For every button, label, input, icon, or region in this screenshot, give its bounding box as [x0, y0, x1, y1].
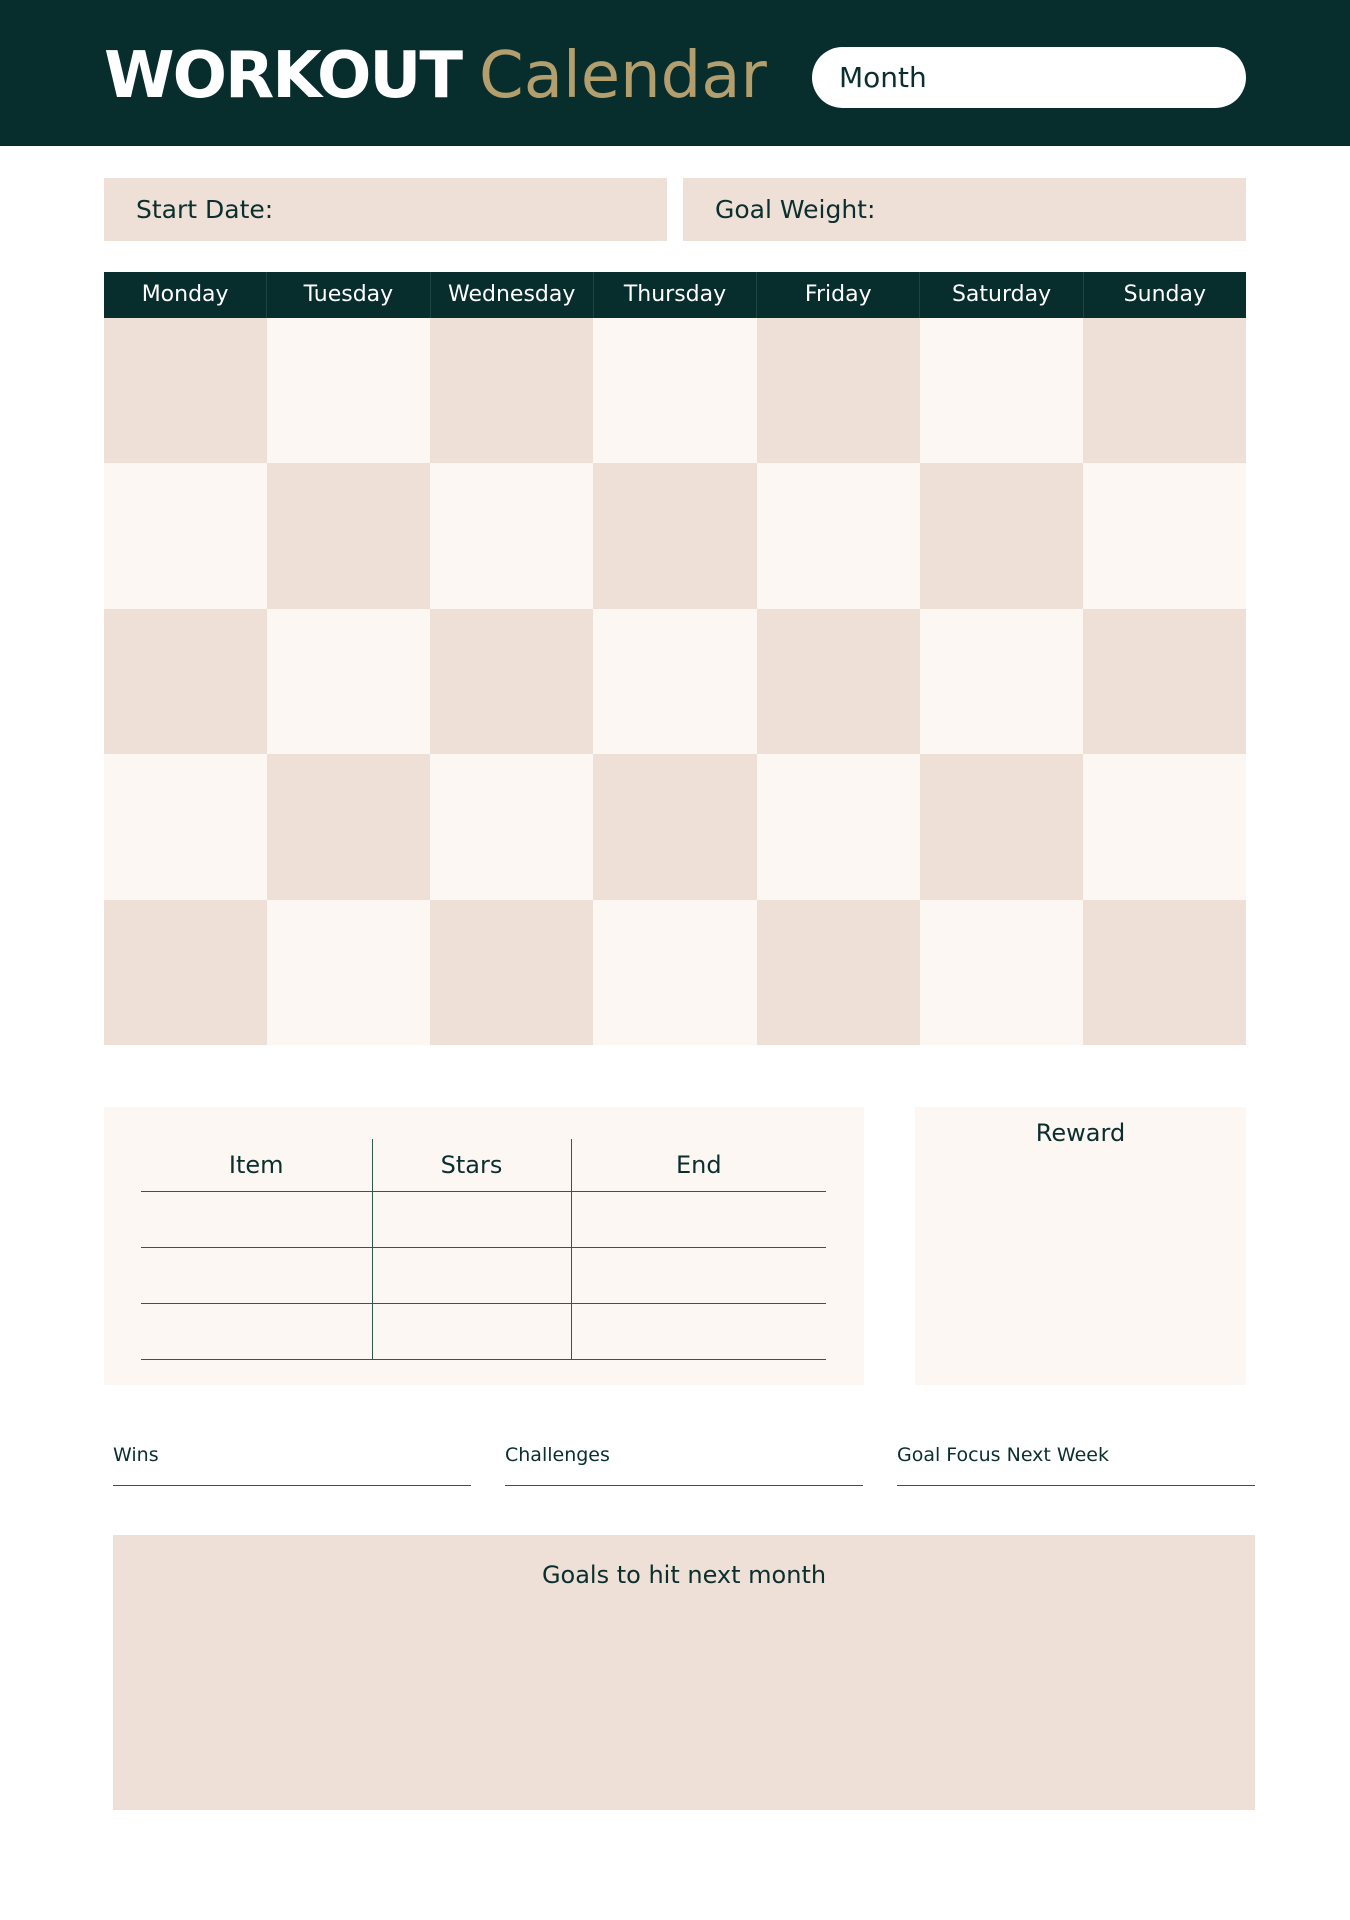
wins-field[interactable]: Wins: [113, 1440, 471, 1486]
table-row: [141, 1191, 826, 1247]
day-cell[interactable]: [267, 463, 430, 608]
cell[interactable]: [372, 1247, 571, 1303]
day-cell[interactable]: [430, 463, 593, 608]
goal-focus-field[interactable]: Goal Focus Next Week: [897, 1440, 1255, 1486]
calendar-grid: [104, 318, 1246, 1045]
day-cell[interactable]: [920, 754, 1083, 899]
day-cell[interactable]: [104, 900, 267, 1045]
cell[interactable]: [372, 1303, 571, 1359]
table-row: [141, 1247, 826, 1303]
day-cell[interactable]: [757, 463, 920, 608]
tracker-table: [141, 1139, 826, 1360]
day-cell[interactable]: [104, 609, 267, 754]
day-cell[interactable]: [920, 609, 1083, 754]
weekday-header: [104, 272, 1246, 318]
start-date-field[interactable]: Start Date:: [104, 178, 667, 241]
day-cell[interactable]: [430, 754, 593, 899]
month-input[interactable]: Month: [812, 47, 1246, 108]
day-cell[interactable]: [430, 609, 593, 754]
day-thursday: Thursday: [593, 272, 756, 318]
challenges-field[interactable]: Challenges: [505, 1440, 863, 1486]
day-saturday: Saturday: [919, 272, 1082, 318]
day-cell[interactable]: [1083, 609, 1246, 754]
day-cell[interactable]: [267, 318, 430, 463]
day-cell[interactable]: [1083, 754, 1246, 899]
title-light: Calendar: [479, 39, 767, 113]
day-cell[interactable]: [593, 609, 756, 754]
day-sunday: Sunday: [1083, 272, 1246, 318]
page-title: [104, 36, 767, 116]
title-bold: WORKOUT: [104, 39, 462, 113]
cell[interactable]: [141, 1191, 372, 1247]
day-cell[interactable]: [104, 318, 267, 463]
day-cell[interactable]: [267, 754, 430, 899]
day-cell[interactable]: [593, 318, 756, 463]
table-row: [141, 1303, 826, 1359]
day-cell[interactable]: [1083, 318, 1246, 463]
cell[interactable]: [571, 1247, 826, 1303]
cell[interactable]: [571, 1191, 826, 1247]
day-cell[interactable]: [1083, 463, 1246, 608]
reward-box[interactable]: Reward: [915, 1107, 1246, 1385]
day-cell[interactable]: [920, 463, 1083, 608]
col-stars: Stars: [372, 1139, 571, 1191]
tracker-box: [104, 1107, 864, 1385]
day-cell[interactable]: [757, 609, 920, 754]
day-cell[interactable]: [593, 900, 756, 1045]
cell[interactable]: [571, 1303, 826, 1359]
day-cell[interactable]: [593, 463, 756, 608]
day-cell[interactable]: [430, 900, 593, 1045]
col-end: End: [571, 1139, 826, 1191]
day-cell[interactable]: [757, 318, 920, 463]
cell[interactable]: [141, 1247, 372, 1303]
day-cell[interactable]: [267, 900, 430, 1045]
day-cell[interactable]: [104, 463, 267, 608]
day-friday: Friday: [756, 272, 919, 318]
day-cell[interactable]: [920, 900, 1083, 1045]
day-cell[interactable]: [1083, 900, 1246, 1045]
day-cell[interactable]: [757, 900, 920, 1045]
cell[interactable]: [372, 1191, 571, 1247]
day-cell[interactable]: [757, 754, 920, 899]
goals-next-month-box[interactable]: Goals to hit next month: [113, 1535, 1255, 1810]
day-cell[interactable]: [267, 609, 430, 754]
day-cell[interactable]: [104, 754, 267, 899]
day-tuesday: Tuesday: [266, 272, 429, 318]
day-wednesday: Wednesday: [430, 272, 593, 318]
day-cell[interactable]: [920, 318, 1083, 463]
day-monday: Monday: [141, 282, 229, 307]
day-cell[interactable]: [430, 318, 593, 463]
cell[interactable]: [141, 1303, 372, 1359]
goal-weight-field[interactable]: Goal Weight:: [683, 178, 1246, 241]
day-cell[interactable]: [593, 754, 756, 899]
col-item: Item: [141, 1139, 372, 1191]
header-bar: [0, 0, 1350, 146]
